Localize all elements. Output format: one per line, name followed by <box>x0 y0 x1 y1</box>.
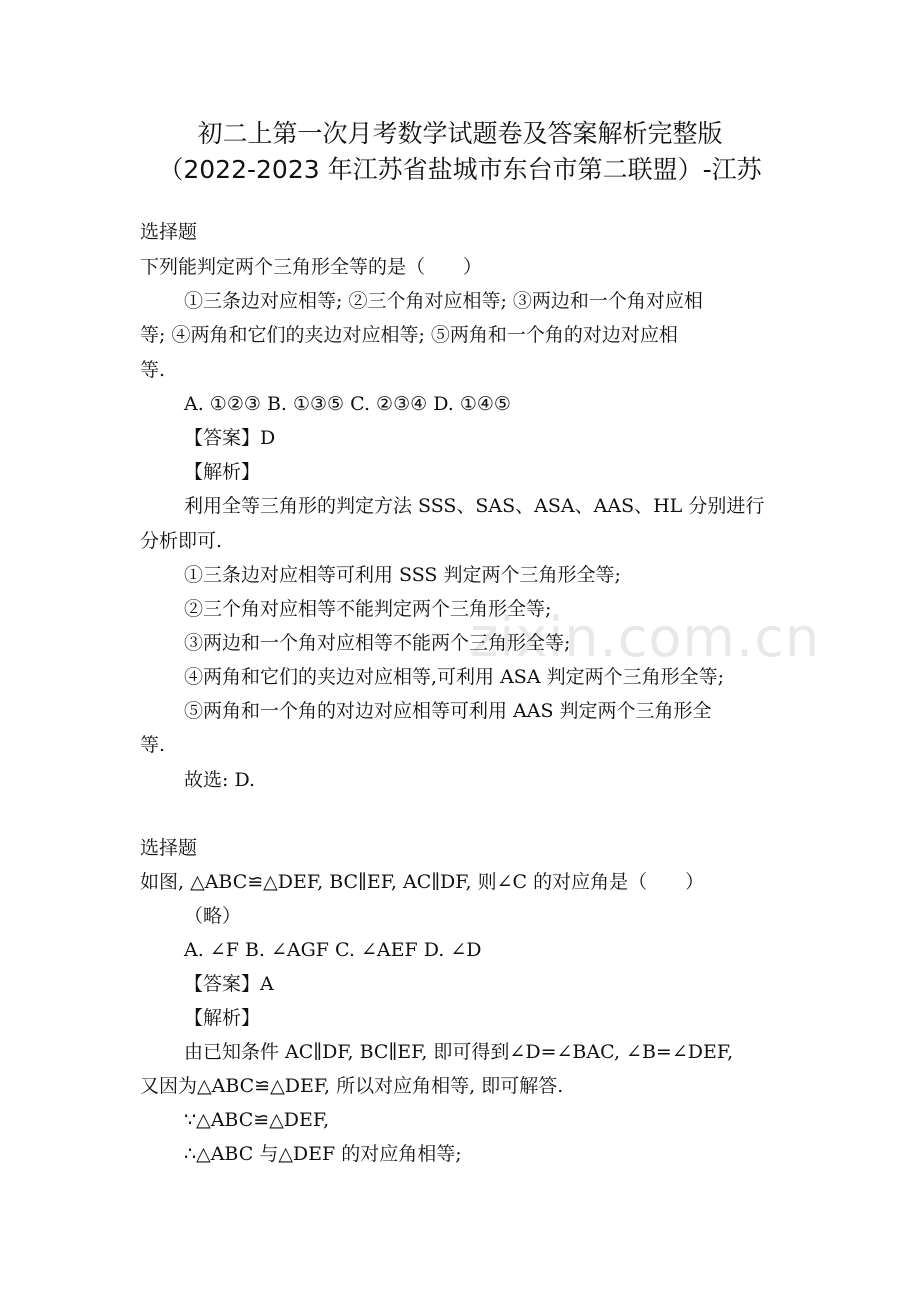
q1-analysis-line-6: ④两角和它们的夹边对应相等,可利用 ASA 判定两个三角形全等; <box>184 666 724 688</box>
q1-analysis-line-7: ⑤两角和一个角的对边对应相等可利用 AAS 判定两个三角形全 <box>184 700 712 722</box>
q1-answer: 【答案】D <box>184 427 276 449</box>
q2-options: A. ∠F B. ∠AGF C. ∠AEF D. ∠D <box>184 939 482 961</box>
q1-conditions-line-2: 等; ④两角和它们的夹边对应相等; ⑤两角和一个角的对边对应相 <box>140 324 678 346</box>
q2-stem: 如图, △ABC≌△DEF, BC∥EF, AC∥DF, 则∠C 的对应角是（ ） <box>140 871 705 893</box>
q1-conditions-line-3: 等. <box>140 359 166 381</box>
q2-analysis-line-2: 又因为△ABC≌△DEF, 所以对应角相等, 即可解答. <box>140 1075 564 1097</box>
q1-conclusion: 故选: D. <box>184 769 256 791</box>
q1-stem: 下列能判定两个三角形全等的是（ ） <box>140 256 483 278</box>
q2-analysis-label: 【解析】 <box>184 1007 261 1029</box>
q1-analysis-line-3: ①三条边对应相等可利用 SSS 判定两个三角形全等; <box>184 564 621 586</box>
q2-figure-placeholder: （略） <box>184 905 242 927</box>
q1-analysis-label: 【解析】 <box>184 461 261 483</box>
q1-analysis-line-5: ③两边和一个角对应相等不能两个三角形全等; <box>184 632 571 654</box>
q2-type: 选择题 <box>140 837 198 859</box>
q2-answer: 【答案】A <box>184 973 274 995</box>
document-title-line-1: 初二上第一次月考数学试题卷及答案解析完整版 <box>197 119 723 148</box>
q1-type: 选择题 <box>140 221 198 243</box>
q2-analysis-line-1: 由已知条件 AC∥DF, BC∥EF, 即可得到∠D=∠BAC, ∠B=∠DEF, <box>184 1041 734 1063</box>
q1-analysis-line-1: 利用全等三角形的判定方法 SSS、SAS、ASA、AAS、HL 分别进行 <box>184 495 765 517</box>
watermark: zixin.com.cn <box>470 606 821 669</box>
q1-conditions-line-1: ①三条边对应相等; ②三个角对应相等; ③两边和一个角对应相 <box>184 290 703 312</box>
q2-analysis-line-3: ∵△ABC≌△DEF, <box>184 1109 330 1131</box>
q1-analysis-line-4: ②三个角对应相等不能判定两个三角形全等; <box>184 598 552 620</box>
q2-analysis-line-4: ∴△ABC 与△DEF 的对应角相等; <box>184 1143 462 1165</box>
q1-analysis-line-2: 分析即可. <box>140 530 223 552</box>
q1-options: A. ①②③ B. ①③⑤ C. ②③④ D. ①④⑤ <box>184 393 511 415</box>
q1-analysis-line-8: 等. <box>140 734 166 756</box>
document-title-line-2: （2022-2023 年江苏省盐城市东台市第二联盟）-江苏 <box>158 155 762 184</box>
